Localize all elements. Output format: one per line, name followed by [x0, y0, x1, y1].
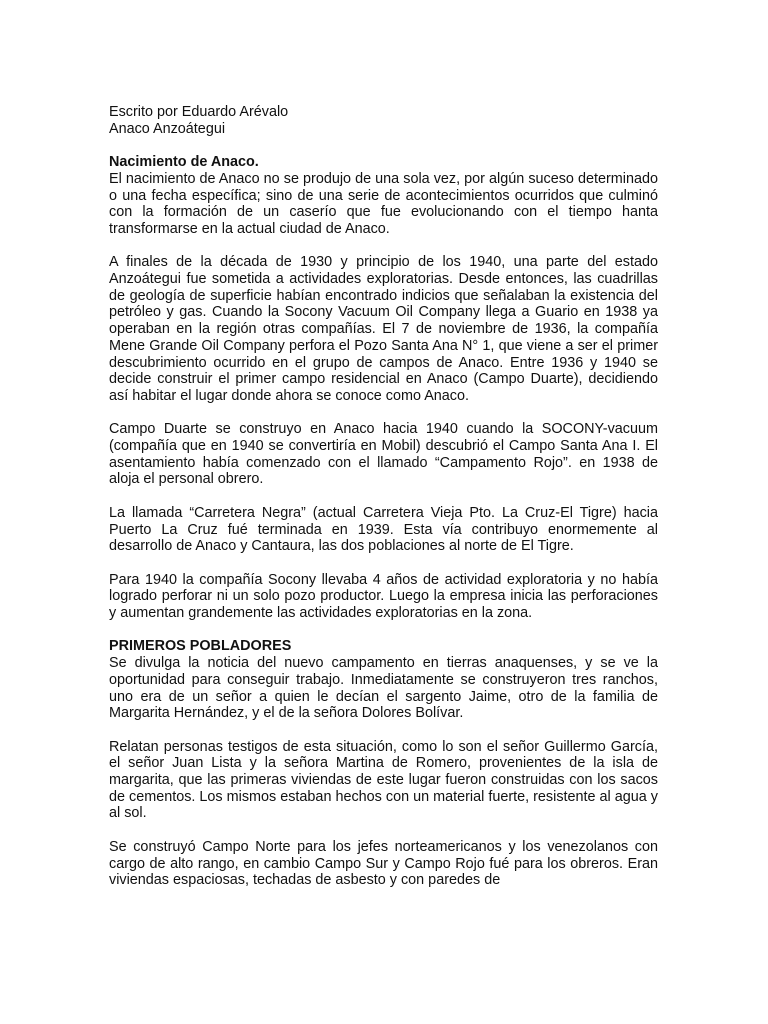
paragraph: A finales de la década de 1930 y principio de los 1940, una parte del estado Anzoátegui fue sometida a actividades exploratorias. Desde entonces, las cuadrillas de geología de superficie habían encontrado indicios que señalaban la existencia del petróleo y gas. Cuando la Socony Vacuum Oil Company llega a Guario en 1938 ya operaban en la región otras compañías. El 7 de noviembre de 1936, la compañía Mene Grande Oil Company perfora el Pozo Santa Ana N° 1, que viene a ser el primer descubrimiento ocurrido en el grupo de campos de Anaco. Entre 1936 y 1940 se decide construir el primer campo residencial en Anaco (Campo Duarte), decidiendo así habitar el lugar donde ahora se conoce como Anaco.: [109, 254, 658, 404]
location-line: Anaco Anzoátegui: [109, 120, 226, 137]
section-pobladores: [109, 638, 658, 889]
paragraph: Se divulga la noticia del nuevo campamento en tierras anaquenses, y se ve la oportunidad para conseguir trabajo. Inmediatamente se construyeron tres ranchos, uno era de un señor a quien le decían el sargento Jaime, otro de la familia de Margarita Hernández, y el de la señora Dolores Bolívar.: [109, 655, 658, 722]
paragraph: Para 1940 la compañía Socony llevaba 4 años de actividad exploratoria y no había logrado perforar ni un solo pozo productor. Luego la empresa inicia las perforaciones y aumentan grandemente las actividades exploratorias en la zona.: [109, 571, 658, 622]
section-heading: PRIMEROS POBLADORES: [109, 638, 292, 655]
section-heading: Nacimiento de Anaco.: [109, 154, 259, 171]
document-header: [109, 104, 658, 137]
paragraph: La llamada “Carretera Negra” (actual Carretera Vieja Pto. La Cruz-El Tigre) hacia Puerto La Cruz fué terminada en 1939. Esta vía contribuyo enormemente al desarrollo de Anaco y Cantaura, las dos poblaciones al norte de El Tigre.: [109, 504, 658, 555]
author-line: Escrito por Eduardo Arévalo: [109, 104, 289, 120]
section-nacimiento: [109, 154, 658, 622]
paragraph: Se construyó Campo Norte para los jefes norteamericanos y los venezolanos con cargo de alto rango, en cambio Campo Sur y Campo Rojo fué para los obreros. Eran viviendas espaciosas, techadas de asbesto y con paredes de: [109, 838, 658, 889]
paragraph: El nacimiento de Anaco no se produjo de una sola vez, por algún suceso determinado o una fecha específica; sino de una serie de acontecimientos ocurridos que culminó con la formación de un caserío que fue evolucionando con el tiempo hanta transformarse en la actual ciudad de Anaco.: [109, 170, 658, 237]
paragraph: Campo Duarte se construyo en Anaco hacia 1940 cuando la SOCONY-vacuum (compañía que en 1940 se convertiría en Mobil) descubrió el Campo Santa Ana I. El asentamiento había comenzado con el llamado “Campamento Rojo”. en 1938 de aloja el personal obrero.: [109, 421, 658, 488]
paragraph: Relatan personas testigos de esta situación, como lo son el señor Guillermo García, el señor Juan Lista y la señora Martina de Romero, provenientes de la isla de margarita, que las primeras viviendas de este lugar fueron construidas con los sacos de cementos. Los mismos estaban hechos con un material fuerte, resistente al agua y al sol.: [109, 738, 658, 822]
document-page: [109, 104, 658, 906]
